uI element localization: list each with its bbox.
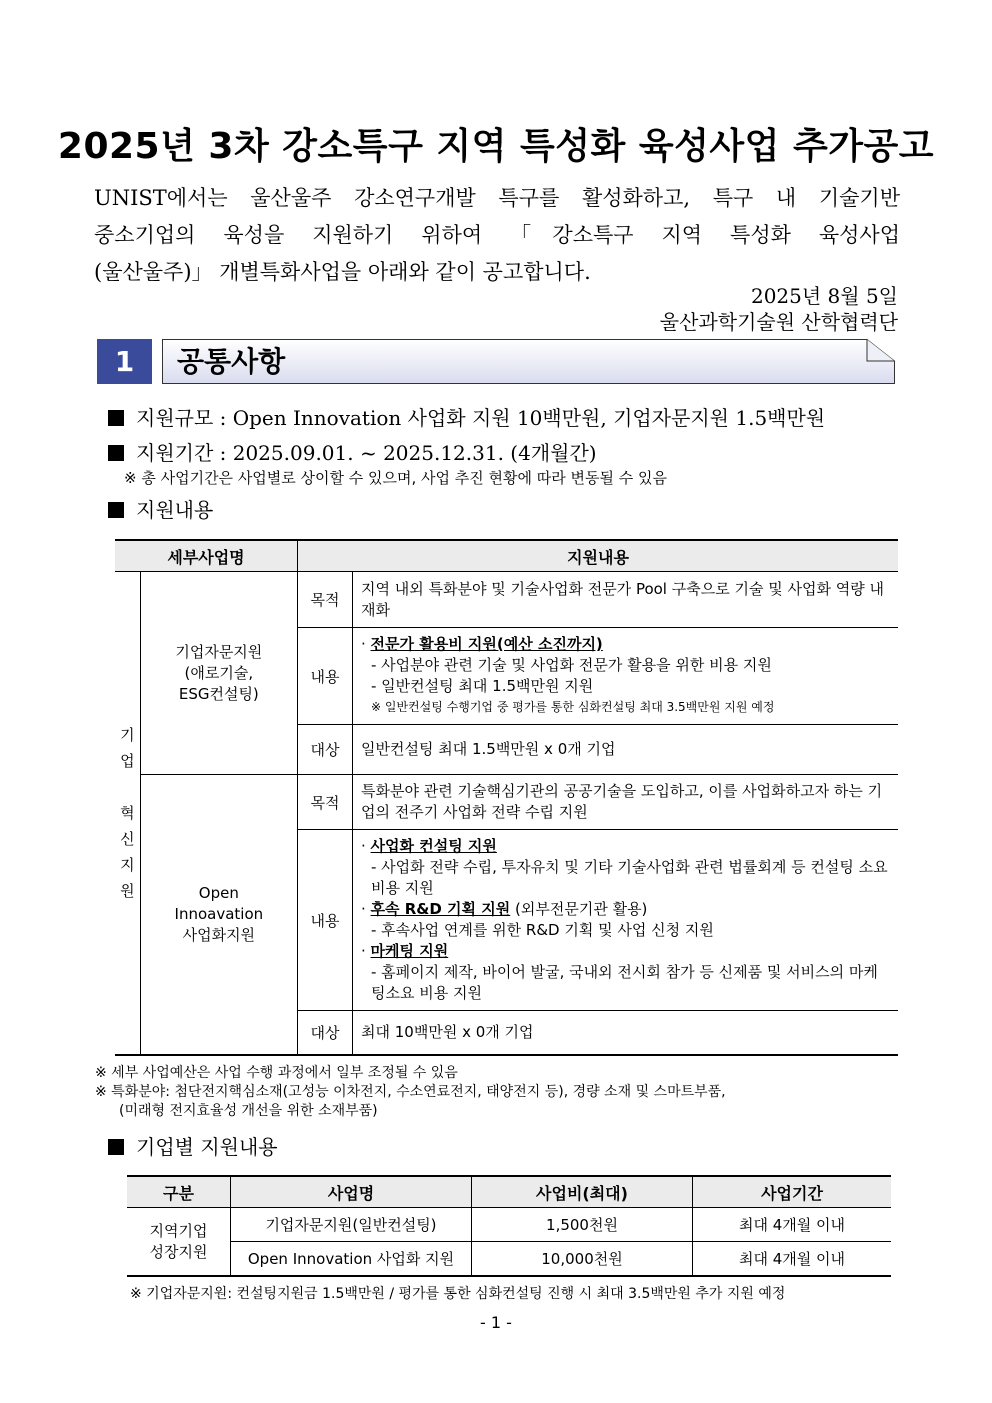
header-period: 사업기간 [693,1176,892,1208]
period-cell: 최대 4개월 이내 [693,1208,892,1242]
intro-line-2: 중소기업의 육성을 지원하기 위하여 「강소특구 지역 특성화 육성사업 [94,223,900,247]
row-label: 대상 [298,725,353,775]
row-label: 내용 [298,830,353,1011]
table-footnote: ※ 기업자문지원: 컨설팅지원금 1.5백만원 / 평가를 통한 심화컨설팅 진행 시 최대 3.5백만원 추가 지원 예정 [130,1286,786,1302]
period-cell: 최대 4개월 이내 [693,1242,892,1277]
announcement-date-block [660,283,898,335]
content-text: · 사업화 컨설팅 지원 - 사업화 전략 수립, 투자유치 및 기타 기술사업화 관련 법률회계 등 컨설팅 소요 비용 지원 · 후속 R&D 기획 지원 (외부전문기관 활용) - 후속사업 연계를 위한 R&D 기획 및 사업 신청 지원 · 마케팅 지원 - 홈페이지 제작, 바이어 발굴, 국내외 전시회 참가 등 신제품 및 서비스의 마케팅소요 비용 지원 [353,830,899,1011]
note-budget-adjust: ※ 세부 사업예산은 사업 수행 과정에서 일부 조정될 수 있음 [95,1065,458,1081]
bullet-company-support: 기업별 지원내용 [108,1131,278,1160]
target-text: 최대 10백만원 x 0개 기업 [353,1011,899,1055]
row-label: 대상 [298,1011,353,1055]
period-note: ※ 총 사업기간은 사업별로 상이할 수 있으며, 사업 추진 현황에 따라 변동될 수 있음 [124,469,668,487]
intro-line-3: (울산울주)」 개별특화사업을 아래와 같이 공고합니다. [94,260,591,284]
group-cell: 지역기업 성장지원 [127,1208,231,1277]
support-content-table [115,539,898,1056]
company-support-table [127,1175,891,1277]
header-category: 구분 [127,1176,231,1208]
row-label: 목적 [298,775,353,830]
section-number-badge: 1 [97,339,152,384]
program-cell: 기업자문지원(일반컨설팅) [231,1208,472,1242]
category-cell: 기 업 혁 신 지 원 [115,572,140,1055]
budget-cell: 1,500천원 [472,1208,693,1242]
row-label: 내용 [298,628,353,725]
intro-paragraph [94,180,900,291]
bullet-support-period: 지원기간 : 2025.09.01. ~ 2025.12.31. (4개월간) [108,437,597,466]
budget-notes [95,1064,895,1121]
square-bullet-icon [108,445,124,461]
intro-line-1: UNIST에서는 울산울주 강소연구개발 특구를 활성화하고, 특구 내 기술기반 [94,186,900,210]
purpose-text: 지역 내외 특화분야 및 기술사업화 전문가 Pool 구축으로 기술 및 사업화 역량 내재화 [353,572,899,628]
program-name-consulting: 기업자문지원 (애로기술, ESG컨설팅) [140,572,297,775]
budget-cell: 10,000천원 [472,1242,693,1277]
page-title: 2025년 3차 강소특구 지역 특성화 육성사업 추가공고 [57,126,935,167]
header-program: 사업명 [231,1176,472,1208]
row-label: 목적 [298,572,353,628]
header-budget: 사업비(최대) [472,1176,693,1208]
target-text: 일반컨설팅 최대 1.5백만원 x 0개 기업 [353,725,899,775]
program-name-open-innovation: Open Innoavation 사업화지원 [140,775,297,1055]
section-title: 공통사항 [177,345,286,378]
bullet-support-scale: 지원규모 : Open Innovation 사업화 지원 10백만원, 기업자문지원 1.5백만원 [108,402,825,431]
note-special-field-cont: (미래형 전지효율성 개선을 위한 소재부품) [119,1103,378,1119]
organization-name: 울산과학기술원 산학협력단 [659,310,898,334]
page-number: - 1 - [480,1313,512,1332]
content-text: · 전문가 활용비 지원(예산 소진까지) - 사업분야 관련 기술 및 사업화 전문가 활용을 위한 비용 지원 - 일반컨설팅 최대 1.5백만원 지원 ※ 일반컨설팅 수행기업 중 평가를 통한 심화컨설팅 최대 3.5백만원 지원 예정 [353,628,899,725]
announcement-date: 2025년 8월 5일 [750,284,898,308]
square-bullet-icon [108,1139,124,1155]
square-bullet-icon [108,410,124,426]
bullet-support-content: 지원내용 [108,494,213,523]
program-cell: Open Innovation 사업화 지원 [231,1242,472,1277]
header-support-content: 지원내용 [298,540,899,572]
note-special-field: ※ 특화분야: 첨단전지핵심소재(고성능 이차전지, 수소연료전지, 태양전지 등), 경량 소재 및 스마트부품, [95,1084,726,1100]
square-bullet-icon [108,502,124,518]
header-program-name: 세부사업명 [115,540,298,572]
purpose-text: 특화분야 관련 기술핵심기관의 공공기술을 도입하고, 이를 사업화하고자 하는 기업의 전주기 사업화 전략 수립 지원 [353,775,899,830]
